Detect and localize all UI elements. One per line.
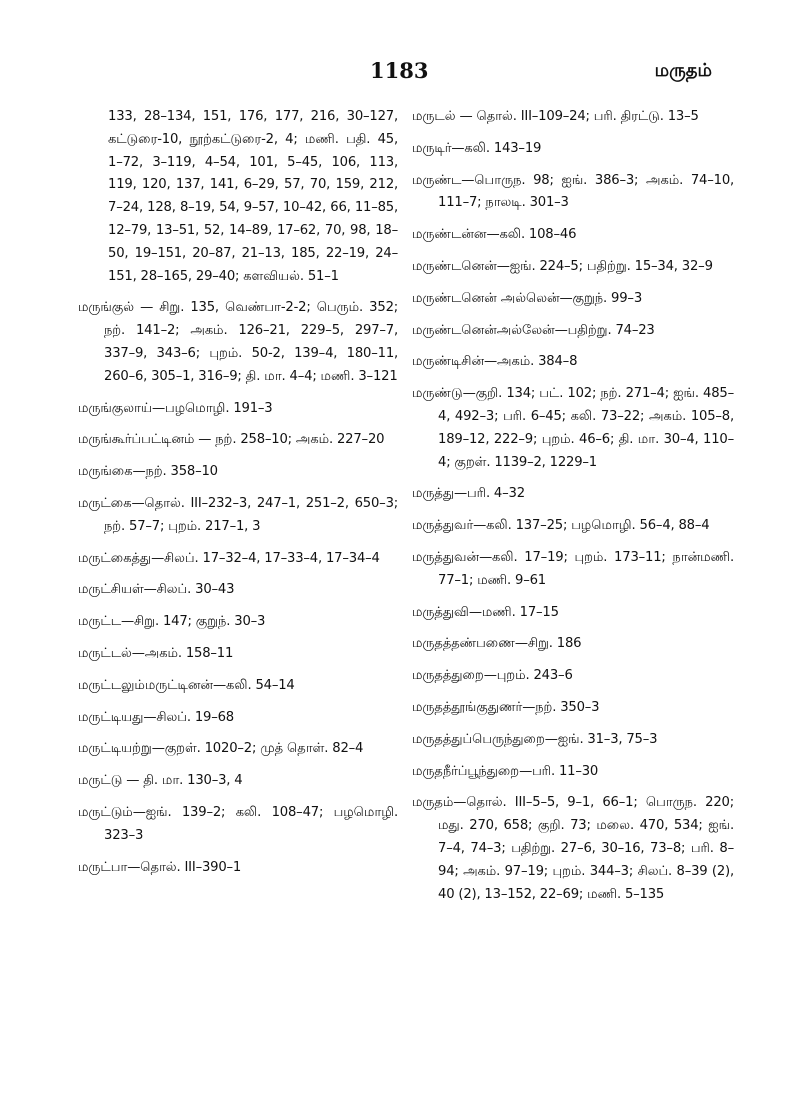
index-entry: மருட்பா—தொல். III–390–1	[78, 859, 242, 875]
index-entry: மருட்கை—தொல். III–232–3, 247–1, 251–2, 650–3; நற். 57–7; புறம். 217–1, 3	[78, 495, 398, 534]
right-column	[412, 106, 734, 915]
index-entry: மருதத்தூங்குதுணர்—நற். 350–3	[412, 699, 600, 715]
index-entry: மருதநீர்ப்பூந்துறை—பரி. 11–30	[412, 763, 599, 779]
index-entry: மருத்து—பரி. 4–32	[412, 486, 525, 502]
index-entry: மருத்துவி—மணி. 17–15	[412, 604, 559, 620]
index-entry: மருட்டியற்று—குறள். 1020–2; முத் தொள். 82–4	[78, 741, 364, 757]
left-column	[78, 106, 398, 888]
index-entry: மருத்துவன்—கலி. 17–19; புறம். 173–11; நான்மணி. 77–1; மணி. 9–61	[412, 549, 734, 588]
index-entry: மருதத்துப்பெருந்துறை—ஐங். 31–3, 75–3	[412, 731, 658, 747]
index-entry: மருதம்—தொல். III–5–5, 9–1, 66–1; பொருந. 220; மது. 270, 658; குறி. 73; மலை. 470, 534; ஐங். 7–4, 74–3; பதிற்று. 27–6, 30–16, 73–8; பரி. 8–94; அகம். 97–19; புறம். 344–3; சிலப். 8–39 (2), 40 (2), 13–152, 22–69; மணி. 5–135	[412, 795, 734, 902]
index-entry: 133, 28–134, 151, 176, 177, 216, 30–127, கட்டுரை-10, நூற்கட்டுரை-2, 4; மணி. பதி. 45, 1–72, 3–119, 4–54, 101, 5–45, 106, 113, 119, 120, 137, 141, 6–29, 57, 70, 159, 212, 7–24, 128, 8–19, 54, 9–57, 10–42, 66, 11–85, 12–79, 13–51, 52, 14–89, 17–62, 70, 98, 18–50, 19–151, 20–87, 21–13, 185, 22–19, 24–151, 28–165, 29–40; களவியல். 51–1	[108, 109, 398, 284]
index-entry: மருடிர்—கலி. 143–19	[412, 140, 542, 156]
index-entry: மருண்டு—குறி. 134; பட். 102; நற். 271–4; ஐங். 485–4, 492–3; பரி. 6–45; கலி. 73–22; அகம். 105–8, 189–12, 222–9; புறம். 46–6; தி. மா. 30–4, 110–4; குறள். 1139–2, 1229–1	[412, 386, 734, 470]
page-number: 1183	[370, 58, 429, 83]
index-entry: மருட்டும்—ஐங். 139–2; கலி. 108–47; பழமொழி. 323–3	[78, 804, 398, 843]
index-entry: மருங்கை—நற். 358–10	[78, 464, 218, 480]
index-entry: மருங்கூர்ப்பட்டினம் — நற். 258–10; அகம். 227–20	[78, 432, 385, 448]
index-entry: மருண்டன்ன—கலி. 108–46	[412, 227, 577, 243]
index-entry: மருங்குலாய்—பழமொழி. 191–3	[78, 400, 273, 416]
index-entry: மருதத்துறை—புறம். 243–6	[412, 668, 573, 684]
index-entry: மருட்டல்—அகம். 158–11	[78, 645, 234, 661]
index-entry: மருண்டனென் அல்லென்—குறுந். 99–3	[412, 290, 643, 306]
index-entry: மருத்துவர்—கலி. 137–25; பழமொழி. 56–4, 88–4	[412, 518, 710, 534]
index-entry: மருட்டலும்மருட்டினன்—கலி. 54–14	[78, 677, 295, 693]
index-entry: மருடல் — தொல். III–109–24; பரி. திரட்டு. 13–5	[412, 109, 699, 124]
index-entry: மருட்சியள்—சிலப். 30–43	[78, 582, 235, 598]
index-entry: மருண்டிசின்—அகம். 384–8	[412, 354, 578, 370]
index-entry: மருங்குல் — சிறு. 135, வெண்பா-2-2; பெரும். 352; நற். 141–2; அகம். 126–21, 229–5, 297–7, 337–9, 343–6; புறம். 50-2, 139–4, 180–11, 260–6, 305–1, 316–9; தி. மா. 4–4; மணி. 3–121	[78, 300, 398, 384]
index-entry: மருண்ட—பொருந. 98; ஐங். 386–3; அகம். 74–10, 111–7; நாலடி. 301–3	[412, 172, 734, 211]
index-entry: மருட்ட—சிறு. 147; குறுந். 30–3	[78, 614, 266, 630]
running-head: மருதம்	[654, 60, 712, 81]
index-entry: மருண்டனென்—ஐங். 224–5; பதிற்று. 15–34, 32–9	[412, 258, 713, 274]
index-entry: மருட்டு — தி. மா. 130–3, 4	[78, 773, 243, 789]
index-entry: மருண்டனென்அல்லேன்—பதிற்று. 74–23	[412, 322, 655, 338]
index-entry: மருதத்தண்பணை—சிறு. 186	[412, 636, 582, 652]
index-entry: மருட்டியது—சிலப். 19–68	[78, 709, 234, 725]
index-entry: மருட்கைத்து—சிலப். 17–32–4, 17–33–4, 17–34–4	[78, 550, 380, 566]
page-header	[0, 58, 800, 88]
